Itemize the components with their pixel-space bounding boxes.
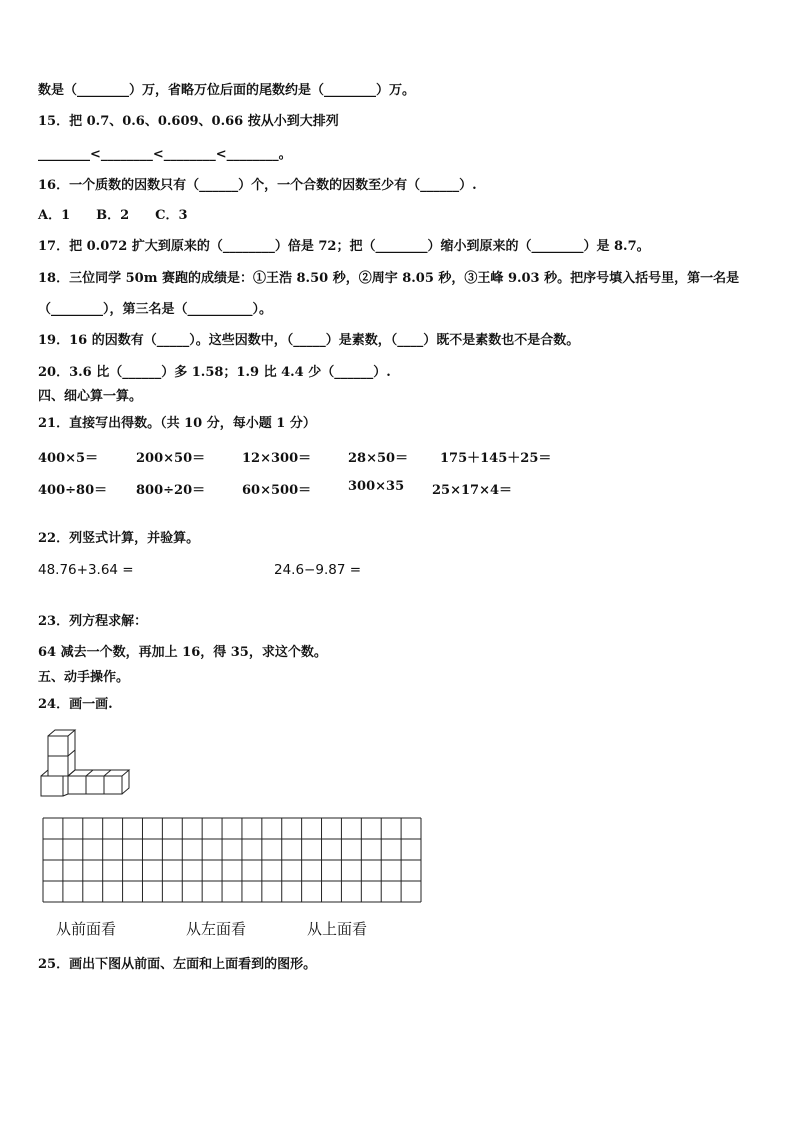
cube-figure (38, 728, 138, 798)
calc-item: 400÷80＝ (38, 483, 108, 498)
q16-options: A．1 B．2 C．3 (38, 208, 188, 223)
q17-text: 17．把 0.072 扩大到原来的（________）倍是 72；把（________）缩小到原来的（________）是 8.7。 (38, 239, 650, 254)
calc-item: 28×50＝ (348, 451, 409, 466)
calc-item: 200×50＝ (136, 451, 206, 466)
q22-text: 22．列竖式计算，并验算。 (38, 531, 200, 546)
calc-item: 12×300＝ (242, 451, 312, 466)
q23-text: 23．列方程求解： (38, 614, 148, 629)
q15-text: 15．把 0.7、0.6、0.609、0.66 按从小到大排列 (38, 114, 339, 129)
view-label-front: 从前面看 (56, 920, 117, 938)
q18-blanks: （________），第三名是（__________）。 (38, 302, 273, 317)
q20-text: 20．3.6 比（______）多 1.58；1.9 比 4.4 少（______）. (38, 365, 391, 380)
view-label-left: 从左面看 (186, 920, 247, 938)
calc-item: 800÷20＝ (136, 483, 206, 498)
section-4-title: 四、细心算一算。 (38, 389, 143, 404)
q25-text: 25．画出下图从前面、左面和上面看到的图形。 (38, 957, 317, 972)
drawing-grid (42, 817, 422, 903)
section-5-title: 五、动手操作。 (38, 670, 130, 685)
calc-item: 175＋145＋25＝ (440, 451, 552, 466)
calc-item: 300×35 (348, 479, 405, 494)
q21-text: 21．直接写出得数。（共 10 分，每小题 1 分） (38, 416, 316, 431)
vertical-calc-2: 24.6−9.87 = (274, 562, 362, 578)
q14-tail: 数是（________）万，省略万位后面的尾数约是（________）万。 (38, 83, 416, 98)
q24-text: 24．画一画. (38, 697, 113, 712)
view-label-top: 从上面看 (307, 920, 368, 938)
calc-item: 60×500＝ (242, 483, 312, 498)
calc-item: 400×5＝ (38, 451, 99, 466)
q23-problem: 64 减去一个数，再加上 16，得 35，求这个数。 (38, 645, 327, 660)
q18-text: 18．三位同学 50m 赛跑的成绩是：①王浩 8.50 秒，②周宇 8.05 秒，③王峰 9.03 秒。把序号填入括号里，第一名是 (38, 271, 740, 286)
q16-text: 16．一个质数的因数只有（______）个，一个合数的因数至少有（______）. (38, 178, 477, 193)
calc-item: 25×17×4＝ (432, 483, 513, 498)
vertical-calc-1: 48.76+3.64 = (38, 562, 134, 578)
q15-blanks: ________<________<________<________。 (38, 147, 292, 162)
q19-text: 19．16 的因数有（_____）。这些因数中，（_____）是素数，（____）既不是素数也不是合数。 (38, 333, 580, 348)
